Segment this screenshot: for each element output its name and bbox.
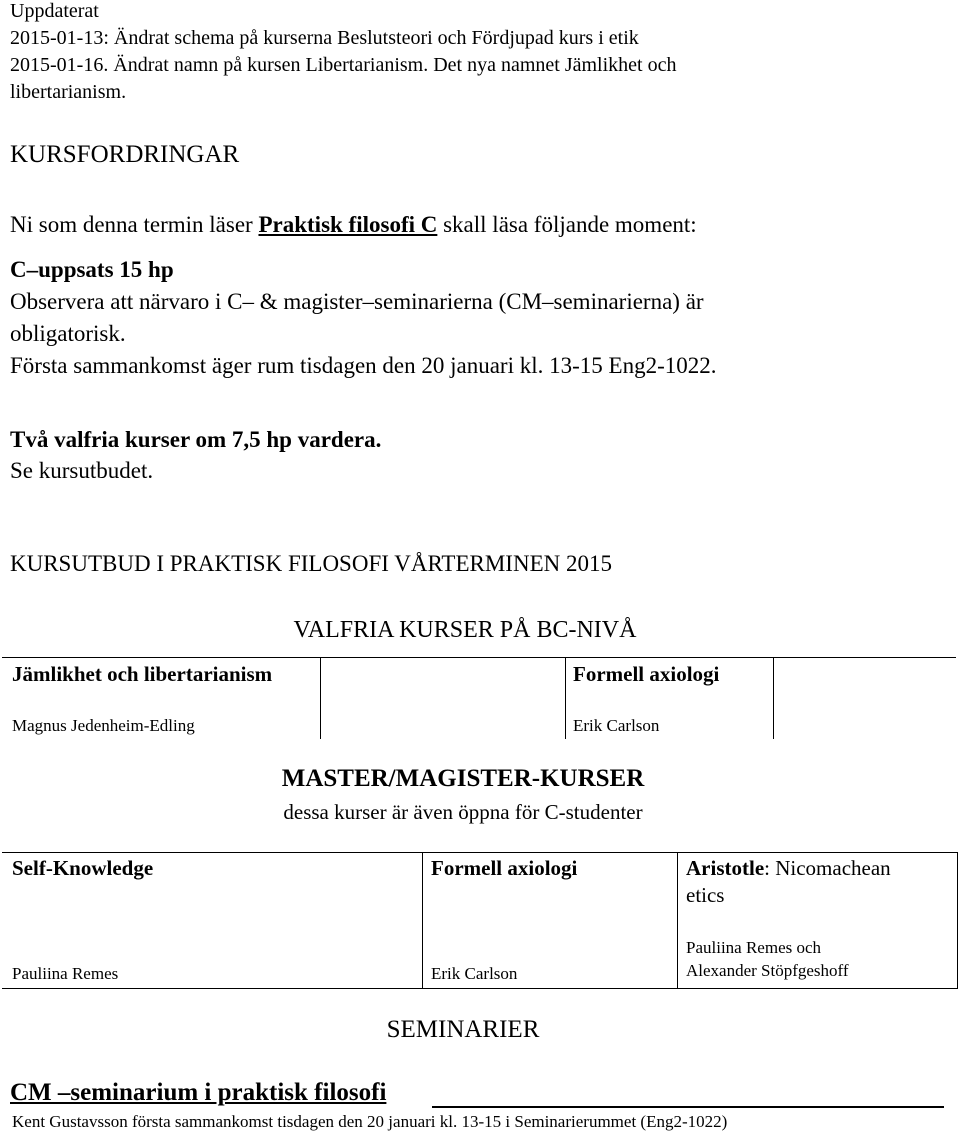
master-course-3-title-line2: etics <box>686 883 725 907</box>
master-course-1-teacher: Pauliina Remes <box>12 964 119 983</box>
master-col-divider-1 <box>422 852 423 989</box>
elective-title: Två valfria kurser om 7,5 hp vardera. <box>10 427 382 452</box>
essay-title: C–uppsats 15 hp <box>10 257 174 282</box>
update-heading: Uppdaterat <box>10 0 99 22</box>
bc-course-1-title: Jämlikhet och libertarianism <box>12 662 273 686</box>
master-subheading: dessa kurser är även öppna för C-studenter <box>283 800 643 824</box>
requirements-heading: KURSFORDRINGAR <box>10 141 240 168</box>
master-course-1-title: Self-Knowledge <box>12 856 154 880</box>
intro-suffix: skall läsa följande moment: <box>437 212 697 237</box>
offering-heading: KURSUTBUD I PRAKTISK FILOSOFI VÅRTERMINEN 2015 <box>10 551 612 576</box>
master-heading: MASTER/MAGISTER-KURSER <box>281 765 645 792</box>
requirements-intro <box>10 212 697 238</box>
attendance-note-line-1: Observera att närvaro i C– & magister–seminarierna (CM–seminarierna) är <box>10 289 704 314</box>
master-course-3-title-rest: : Nicomachean <box>764 856 891 880</box>
master-col-divider-2 <box>677 852 678 989</box>
update-line-2: 2015-01-16. Ändrat namn på kursen Libertarianism. Det nya namnet Jämlikhet och <box>10 54 677 76</box>
master-course-3-teacher-line2: Alexander Stöpfgeshoff <box>686 961 849 980</box>
bc-course-1-teacher: Magnus Jedenheim-Edling <box>12 716 195 735</box>
seminar-info: Kent Gustavsson första sammankomst tisdagen den 20 januari kl. 13-15 i Seminarierummet (Eng2-1022) <box>12 1112 728 1131</box>
first-meeting-note: Första sammankomst äger rum tisdagen den 20 januari kl. 13-15 Eng2-1022. <box>10 353 717 378</box>
elective-note: Se kursutbudet. <box>10 458 154 483</box>
master-course-2-teacher: Erik Carlson <box>431 964 518 983</box>
master-course-2-title: Formell axiologi <box>431 856 578 880</box>
bc-course-2-title: Formell axiologi <box>573 662 720 686</box>
master-course-3-title <box>686 856 891 881</box>
attendance-note-line-2: obligatorisk. <box>10 321 126 346</box>
bc-col-divider-1 <box>320 657 321 739</box>
seminar-title: CM –seminarium i praktisk filosofi <box>10 1079 387 1106</box>
course-name-link: Praktisk filosofi C <box>258 212 438 237</box>
master-course-3-teacher-line1: Pauliina Remes och <box>686 938 822 957</box>
bc-col-divider-2 <box>565 657 566 739</box>
bc-course-2-teacher: Erik Carlson <box>573 716 660 735</box>
update-line-1: 2015-01-13: Ändrat schema på kurserna Beslutsteori och Fördjupad kurs i etik <box>10 27 639 49</box>
bc-col-divider-3 <box>773 657 774 739</box>
seminar-title-rule <box>432 1106 944 1108</box>
update-line-3: libertarianism. <box>10 81 127 103</box>
bc-heading: VALFRIA KURSER PÅ BC-NIVÅ <box>293 617 637 643</box>
seminar-heading: SEMINARIER <box>386 1016 540 1043</box>
master-course-3-title-bold: Aristotle <box>686 856 765 880</box>
intro-prefix: Ni som denna termin läser <box>10 212 259 237</box>
